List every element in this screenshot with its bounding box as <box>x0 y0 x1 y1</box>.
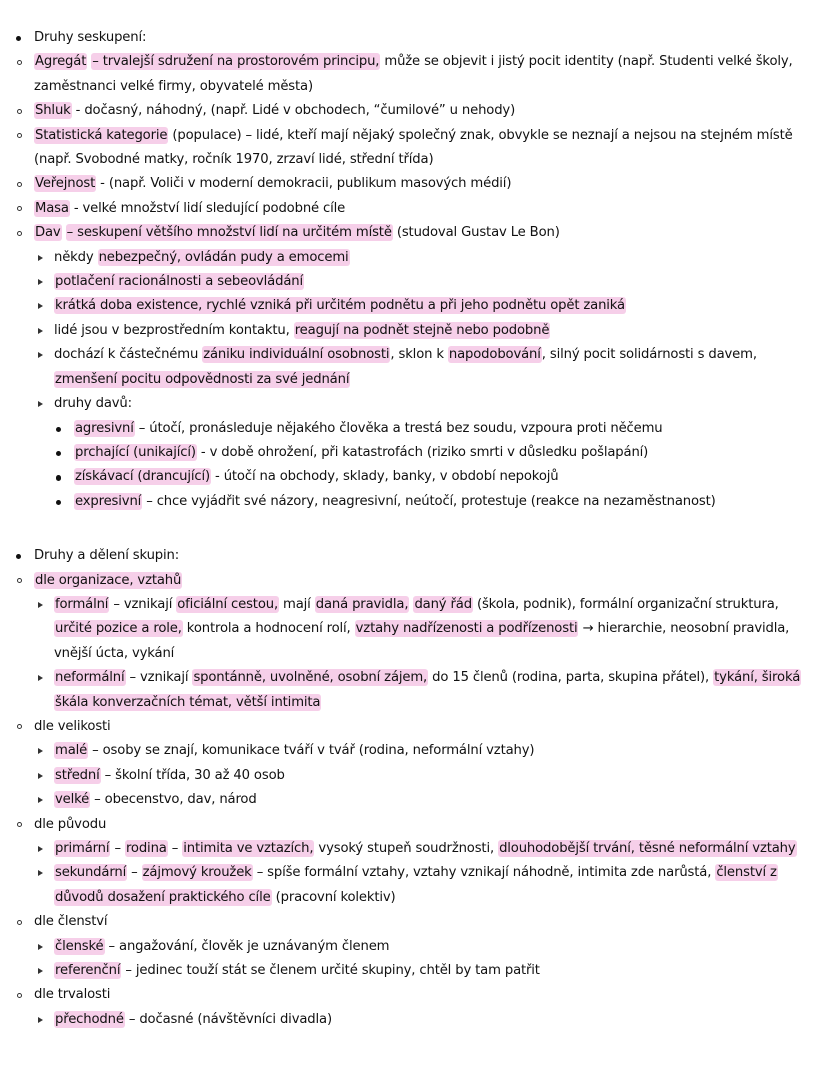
highlighted-text: Statistická kategorie <box>35 127 168 143</box>
highlighted-text: referenční <box>55 963 121 979</box>
outline-item-text <box>54 767 285 784</box>
plain-text: – <box>127 865 142 881</box>
highlighted-text: reagují na podnět stejně nebo podobně <box>294 322 550 338</box>
plain-text: kontrola a hodnocení rolí, <box>182 621 355 637</box>
outline-item-text <box>34 224 560 241</box>
plain-text: , sklon k <box>390 347 448 363</box>
plain-text: - v době ohrožení, při katastrofách (riziko smrti v důsledku pošlapání) <box>196 444 649 460</box>
outline-item-level-2 <box>14 910 814 983</box>
highlighted-text: členství z důvodů dosažení praktického cíle <box>55 865 777 905</box>
section-druhy-a-deleni-skupin <box>14 544 814 1032</box>
highlighted-text: tykání, široká škála konverzačních témat, větší intimita <box>55 670 801 710</box>
plain-text: – angažování, člověk je uznávaným členem <box>104 938 390 954</box>
highlighted-text: získávací (drancující) <box>75 469 211 485</box>
outline-level-3-list <box>34 246 814 514</box>
outline-item-text <box>74 444 648 461</box>
plain-text: - dočasný, náhodný, (např. Lidé v obchodech, “čumilové” u nehody) <box>71 103 516 119</box>
highlighted-text: Masa <box>35 200 69 216</box>
plain-text: druhy davů: <box>54 396 132 412</box>
outline-item-text <box>54 791 257 808</box>
plain-text: – jedinec touží stát se členem určité skupiny, chtěl by tam patřit <box>121 963 540 979</box>
plain-text: - velké množství lidí sledující podobné cíle <box>69 200 346 216</box>
outline-item-level-4 <box>54 441 814 465</box>
outline-item-text <box>34 817 106 832</box>
outline-item-level-2 <box>14 569 814 715</box>
outline-item-level-2 <box>14 983 814 1032</box>
outline-item-text <box>54 346 757 387</box>
plain-text: může se objevit i jistý pocit identity (např. Studenti velké školy, zaměstnanci velké firmy, obyvatelé města) <box>34 54 793 94</box>
plain-text: lidé jsou v bezprostředním kontaktu, <box>54 322 294 338</box>
highlighted-text: Agregát <box>35 54 87 70</box>
outline-item-level-3 <box>34 270 814 294</box>
plain-text: – obecenstvo, dav, národ <box>90 792 257 808</box>
outline-item-text <box>34 200 345 217</box>
plain-text: (studoval Gustav Le Bon) <box>392 225 560 241</box>
outline-item-text <box>54 273 304 290</box>
outline-item-level-3 <box>34 764 814 788</box>
highlighted-text: určité pozice a role, <box>55 621 182 637</box>
plain-text: dle velikosti <box>34 718 111 734</box>
outline-item-level-3 <box>34 861 814 910</box>
highlighted-text: spontánně, uvolněné, osobní zájem, <box>193 670 428 686</box>
highlighted-text: potlačení racionálnosti a sebeovládání <box>55 274 303 290</box>
plain-text: , silný pocit solidárnosti s davem, <box>541 347 757 363</box>
outline-level-4-list <box>54 417 814 515</box>
plain-text: – útočí, pronásleduje nějakého člověka a trestá bez soudu, vzpoura proti něčemu <box>134 420 663 436</box>
section-heading-druhy-a-deleni-skupin <box>14 544 814 568</box>
highlighted-text: zmenšení pocitu odpovědnosti za své jednání <box>55 371 350 387</box>
highlighted-text: nebezpečný, ovládán pudy a emocemi <box>98 249 349 265</box>
plain-text: - (např. Voliči v moderní demokracii, publikum masových médií) <box>96 176 512 192</box>
outline-item-level-2 <box>14 715 814 813</box>
plain-text: - útočí na obchody, sklady, banky, v období nepokojů <box>211 469 559 485</box>
highlighted-text: prchající (unikající) <box>75 444 196 460</box>
outline-item-text <box>54 596 789 661</box>
outline-item-text <box>34 30 146 45</box>
highlighted-text: vztahy nadřízenosti a podřízenosti <box>355 621 578 637</box>
outline-item-text <box>34 53 793 93</box>
plain-text: – <box>167 841 183 856</box>
plain-text: dle členství <box>34 914 108 930</box>
plain-text: mají <box>279 596 315 612</box>
plain-text: – <box>110 841 125 856</box>
outline-item-text <box>34 175 511 192</box>
highlighted-text: dlouhodobější trvání, těsné neformální vztahy <box>499 841 796 856</box>
plain-text: – vznikají <box>109 596 177 612</box>
outline-item-level-3 <box>34 319 814 343</box>
outline-item-text <box>34 572 182 589</box>
highlighted-text: napodobování <box>448 347 541 363</box>
plain-text: – dočasné (návštěvníci divadla) <box>124 1011 332 1027</box>
highlighted-text: sekundární <box>55 865 127 881</box>
outline-item-level-3 <box>34 788 814 812</box>
plain-text: někdy <box>54 249 98 265</box>
plain-text: Druhy seskupení: <box>34 30 147 45</box>
section-heading-druhy-seskupeni <box>14 26 814 50</box>
highlighted-text: dle organizace, vztahů <box>35 572 182 588</box>
outline-item-level-4 <box>54 465 814 489</box>
outline-item-level-3 <box>34 666 814 715</box>
outline-item-level-3 <box>34 294 814 318</box>
outline-item-level-3 <box>34 593 814 666</box>
outline-item-text <box>54 396 132 411</box>
outline-item-level-3 <box>34 837 814 861</box>
outline-item-text <box>54 669 801 710</box>
outline-item-text <box>34 914 107 929</box>
outline-item-text <box>54 962 540 979</box>
outline-item-text <box>54 322 550 339</box>
highlighted-text: krátká doba existence, rychlé vzniká při určitém podnětu a při jeho podnětu opět zaniká <box>55 298 625 314</box>
outline-item-text <box>54 938 389 955</box>
plain-text: Druhy a dělení skupin: <box>34 548 180 564</box>
plain-text: (populace) – lidé, kteří mají nějaký společný znak, obvykle se neznají a nejsou na stejném místě (např. Svobodné matky, ročník 1970, zrzaví lidé, střední třída) <box>34 127 793 168</box>
outline-level-3-list <box>34 739 814 812</box>
highlighted-text: formální <box>55 596 109 612</box>
plain-text: dle trvalosti <box>34 987 111 1003</box>
outline-level-1-list <box>14 26 814 50</box>
outline-item-level-2 <box>14 197 814 221</box>
outline-item-text <box>74 420 663 437</box>
outline-item-text <box>54 864 778 905</box>
outline-item-level-3 <box>34 959 814 983</box>
outline-item-text <box>74 468 558 485</box>
outline-level-1-list <box>14 544 814 568</box>
outline-item-level-2 <box>14 50 814 99</box>
highlighted-text: členské <box>55 938 104 954</box>
outline-item-level-3 <box>34 739 814 763</box>
outline-item-text <box>54 249 350 266</box>
outline-item-text <box>34 719 111 734</box>
outline-item-level-2 <box>14 99 814 123</box>
highlighted-text: Dav <box>35 225 61 241</box>
highlighted-text: neformální <box>55 670 125 686</box>
highlighted-text: zániku individuální osobnosti <box>203 347 390 363</box>
outline-level-3-list <box>34 837 814 910</box>
highlighted-text: agresivní <box>75 420 134 436</box>
outline-item-text <box>34 987 110 1002</box>
outline-level-3-list <box>34 593 814 715</box>
outline-item-text <box>54 742 534 759</box>
highlighted-text: přechodné <box>55 1011 124 1027</box>
highlighted-text: daná pravidla, <box>315 596 409 612</box>
highlighted-text: intimita ve vztazích, <box>183 841 314 856</box>
outline-item-level-3 <box>34 343 814 392</box>
plain-text: – spíše formální vztahy, vztahy vznikají náhodně, intimita zde narůstá, <box>252 865 716 881</box>
outline-item-level-4 <box>54 490 814 514</box>
outline-item-text <box>54 297 626 314</box>
outline-item-level-2 <box>14 813 814 911</box>
outline-item-level-2 <box>14 124 814 173</box>
highlighted-text: zájmový kroužek <box>142 865 252 881</box>
highlighted-text: Shluk <box>35 103 71 119</box>
outline-level-3-list <box>34 935 814 984</box>
outline-item-text <box>34 127 793 167</box>
highlighted-text: rodina <box>125 841 167 856</box>
highlighted-text: daný řád <box>414 596 472 612</box>
outline-level-2-list <box>14 50 814 514</box>
plain-text: dle původu <box>34 816 107 832</box>
outline-item-level-2 <box>14 172 814 196</box>
plain-text: → hierarchie, neosobní pravidla, vnější úcta, vykání <box>54 621 790 661</box>
outline-item-level-3 <box>34 935 814 959</box>
section-spacer <box>14 514 814 544</box>
outline-item-text <box>74 493 716 510</box>
outline-item-level-3 <box>34 246 814 270</box>
highlighted-text: – seskupení většího množství lidí na určitém místě <box>66 225 392 241</box>
outline-item-text <box>34 102 515 119</box>
plain-text: – osoby se znají, komunikace tváří v tvář (rodina, neformální vztahy) <box>88 743 535 759</box>
plain-text: do 15 členů (rodina, parta, skupina přátel), <box>428 670 714 686</box>
outline-item-text <box>34 548 179 563</box>
highlighted-text: velké <box>55 792 90 808</box>
outline-item-text <box>54 840 797 857</box>
outline-level-2-list <box>14 569 814 1033</box>
outline-item-level-4 <box>54 417 814 441</box>
highlighted-text: expresivní <box>75 493 142 509</box>
highlighted-text: oficiální cestou, <box>177 596 278 612</box>
highlighted-text: primární <box>55 841 110 856</box>
plain-text: (pracovní kolektiv) <box>271 889 396 905</box>
plain-text: dochází k částečnému <box>54 347 203 363</box>
highlighted-text: Veřejnost <box>35 176 96 192</box>
highlighted-text: střední <box>55 767 100 783</box>
outline-item-level-3 <box>34 392 814 514</box>
plain-text: – vznikají <box>125 670 193 686</box>
outline-level-3-list <box>34 1008 814 1032</box>
plain-text: – chce vyjádřit své názory, neagresivní, neútočí, protestuje (reakce na nezaměstnanost) <box>142 493 716 509</box>
outline-item-text <box>54 1011 332 1028</box>
notes-content <box>14 26 814 1032</box>
highlighted-text: malé <box>55 743 88 759</box>
plain-text: – školní třída, 30 až 40 osob <box>100 767 285 783</box>
section-druhy-seskupeni <box>14 26 814 514</box>
highlighted-text: – trvalejší sdružení na prostorovém principu, <box>92 54 380 70</box>
outline-item-level-2 <box>14 221 814 514</box>
plain-text: vysoký stupeň soudržnosti, <box>314 841 499 856</box>
outline-item-level-3 <box>34 1008 814 1032</box>
plain-text: (škola, podnik), formální organizační struktura, <box>472 596 779 612</box>
